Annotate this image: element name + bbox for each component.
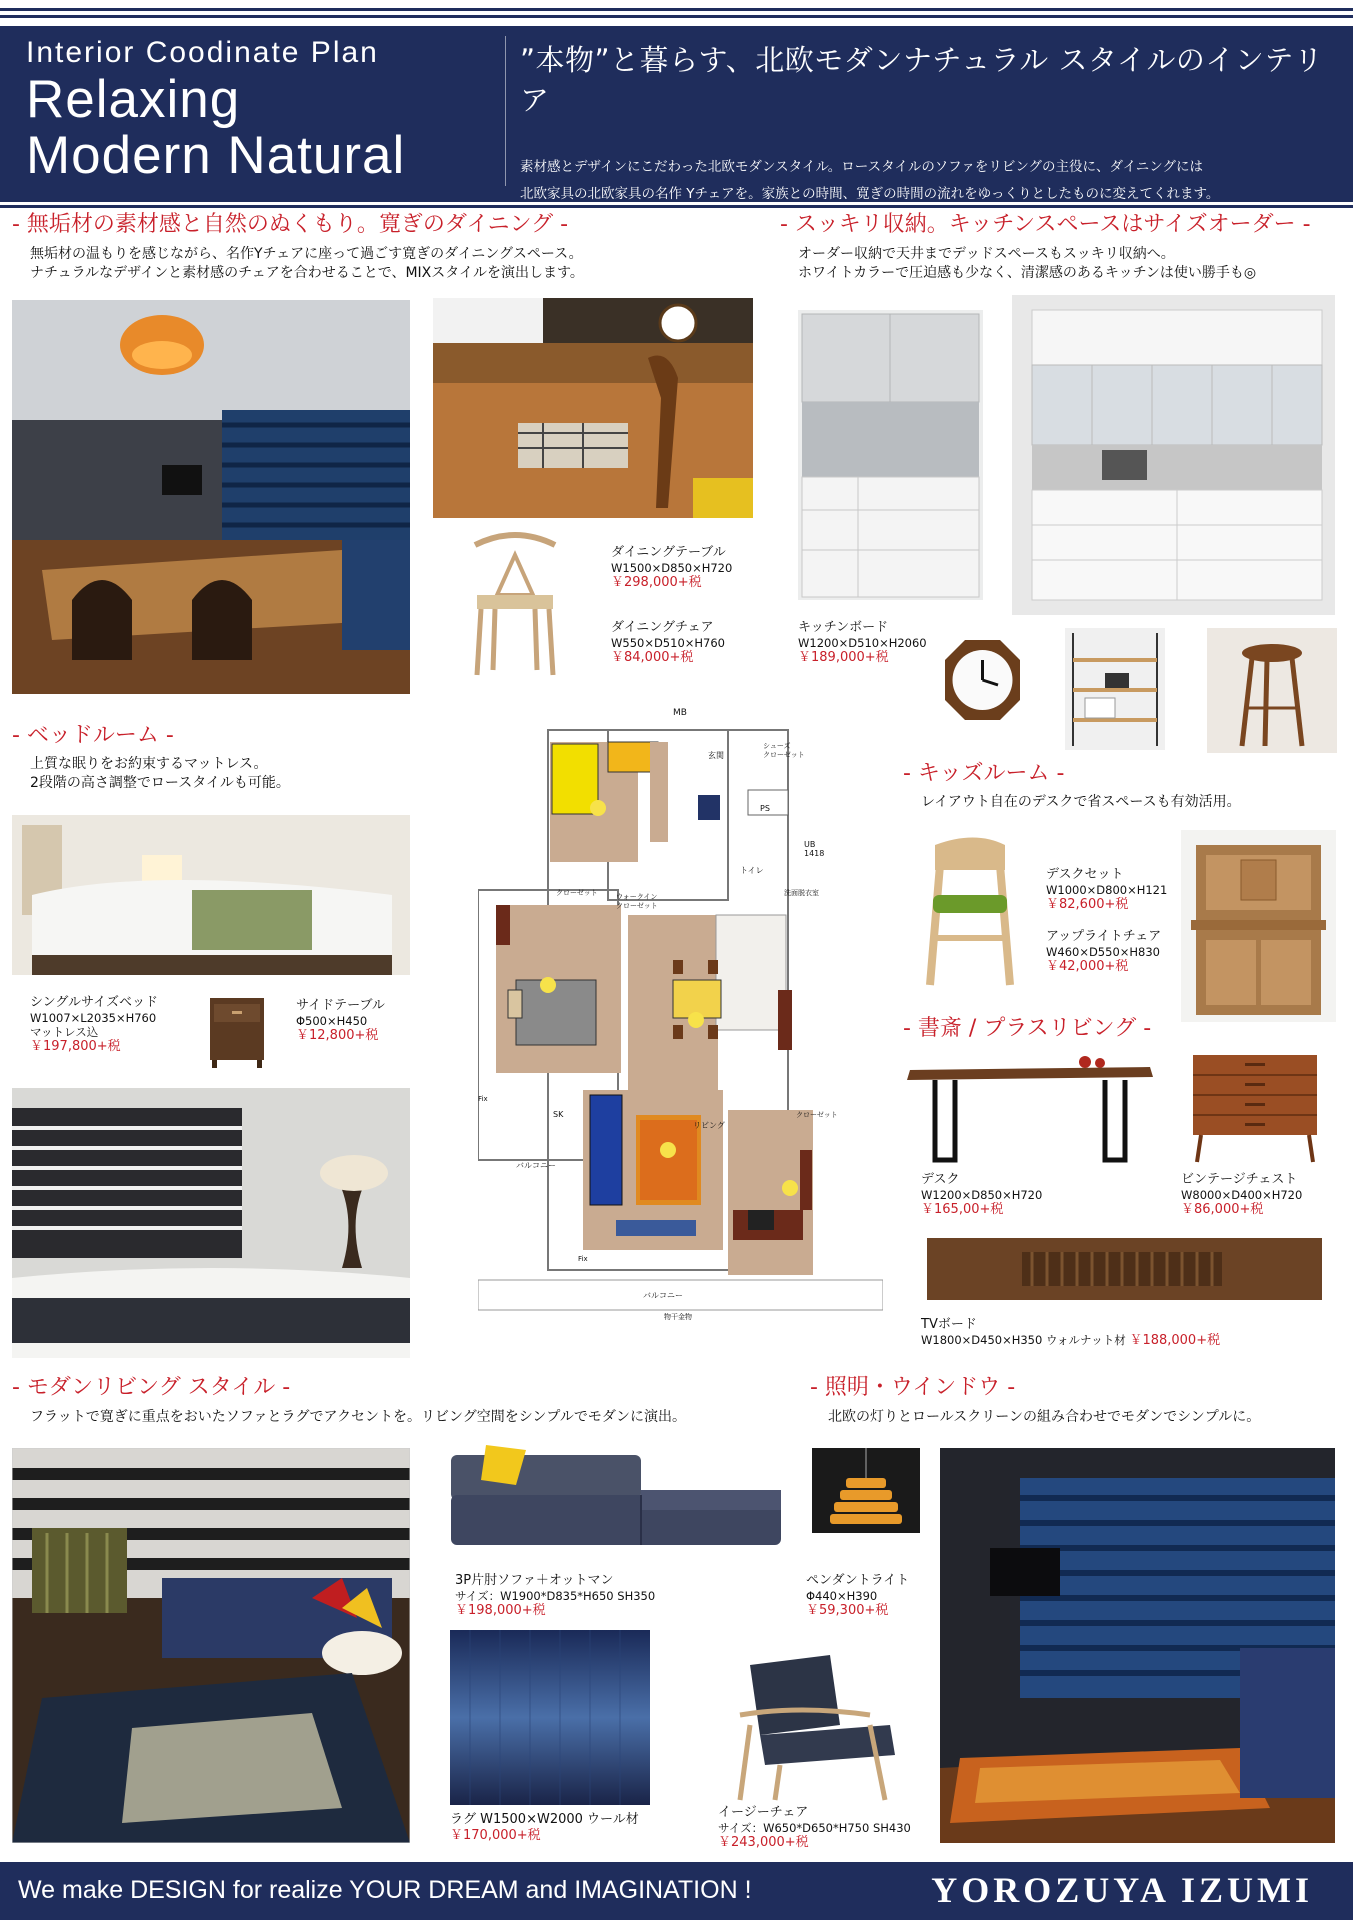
dining-table-price: ￥298,000+税 xyxy=(611,575,702,590)
kids-desk-name: デスクセット xyxy=(1046,867,1124,882)
study-desk-label xyxy=(921,1172,1042,1218)
vintage-chest-label xyxy=(1181,1172,1302,1218)
study-desk-spec: W1200×D850×H720 xyxy=(921,1188,1043,1202)
header-desc-line2: 北欧家具の北欧家具の名作 Yチェアを。家族との時間、寛ぎの時間の流れをゆっくりとしたものに変えてくれます。 xyxy=(520,186,1220,202)
rug-name: ラグ W1500×W2000 ウール材 xyxy=(450,1812,639,1827)
kitchen-board-name: キッチンボード xyxy=(798,620,889,635)
bedroom-photo-2 xyxy=(12,1088,410,1358)
kids-desk-photo xyxy=(1181,830,1336,1022)
fp-fix2: Fix xyxy=(578,1255,588,1263)
bedroom-section-desc: 上質な眠りをお約束するマットレス。 2段階の高さ調整でロースタイルも可能。 xyxy=(30,756,290,791)
fp-ub: UB 1418 xyxy=(804,840,825,858)
vintage-chest-name: ビンテージチェスト xyxy=(1181,1172,1298,1187)
single-bed-price: ￥197,800+税 xyxy=(30,1039,121,1054)
easy-chair-photo xyxy=(720,1655,910,1805)
living-section-desc: フラットで寛ぎに重点をおいたソファとラグでアクセントを。リビング空間をシンプルでモダンに演出。 xyxy=(30,1409,686,1425)
bedroom-photo-1 xyxy=(12,815,410,975)
header-divider xyxy=(505,36,506,186)
side-table-price: ￥12,800+税 xyxy=(296,1028,379,1043)
fp-sk: SK xyxy=(553,1110,564,1119)
kitchen-board-price: ￥189,000+税 xyxy=(798,650,889,665)
kids-section-desc: レイアウト自在のデスクで省スペースも有効活用。 xyxy=(921,794,1241,810)
footer-brand-logo: YOROZUYA IZUMI xyxy=(931,1870,1313,1910)
kitchen-section-desc: オーダー収納で天井までデッドスペースもスッキリ収納へ。 ホワイトカラーで圧迫感も少なく、清潔感のあるキッチンは使い勝手も◎ xyxy=(798,246,1257,281)
wall-shelf-photo xyxy=(1065,628,1165,750)
easy-chair-price: ￥243,000+税 xyxy=(718,1835,809,1850)
dining-table-label xyxy=(611,545,732,591)
study-desk-photo xyxy=(905,1055,1155,1170)
upright-chair-photo xyxy=(905,825,1035,995)
window-living-photo xyxy=(940,1448,1335,1843)
header-title-line1: Relaxing xyxy=(26,70,241,129)
header-top-rule-2 xyxy=(0,15,1353,18)
upright-chair-spec: W460×D550×H830 xyxy=(1046,945,1160,959)
header-catchphrase: ”本物”と暮らす、北欧モダンナチュラル スタイルのインテリア xyxy=(520,43,1324,117)
tv-board-spec: W1800×D450×H350 ウォルナット材 xyxy=(921,1333,1126,1347)
rug-label xyxy=(450,1812,639,1844)
pendant-light-photo xyxy=(812,1448,920,1553)
header-top-rule xyxy=(0,8,1353,11)
upright-chair-price: ￥42,000+税 xyxy=(1046,959,1129,974)
vintage-chest-photo xyxy=(1185,1050,1325,1165)
footer-tagline: We make DESIGN for realize YOUR DREAM and IMAGINATION ! xyxy=(18,1876,752,1904)
dining-chair-name: ダイニングチェア xyxy=(611,620,714,635)
dining-chair-closeup-photo xyxy=(433,298,753,518)
easy-chair-label xyxy=(718,1805,911,1851)
bedroom-section-title: - ベッドルーム - xyxy=(12,723,174,748)
fp-fix1: Fix xyxy=(478,1095,488,1103)
dining-table-spec: W1500×D850×H720 xyxy=(611,561,733,575)
kitchen-section-title: - スッキリ収納。キッチンスペースはサイズオーダー - xyxy=(780,212,1311,237)
living-section-title: - モダンリビング スタイル - xyxy=(12,1375,291,1400)
side-table-name: サイドテーブル xyxy=(296,998,385,1013)
dining-table-name: ダイニングテーブル xyxy=(611,545,726,560)
fp-mb: MB xyxy=(673,708,687,718)
tv-board-price: ￥188,000+税 xyxy=(1129,1333,1221,1348)
tv-board-name: TVボード xyxy=(921,1317,977,1332)
study-desk-price: ￥165,00+税 xyxy=(921,1202,1004,1217)
header-bottom-rule xyxy=(0,205,1353,208)
sofa-label xyxy=(455,1573,655,1619)
dining-chair-price: ￥84,000+税 xyxy=(611,650,694,665)
kitchen-board-label xyxy=(798,620,927,666)
kitchen-storage-photo xyxy=(1012,295,1335,615)
pendant-light-price: ￥59,300+税 xyxy=(806,1603,889,1618)
kitchen-board-spec: W1200×D510×H2060 xyxy=(798,636,927,650)
lighting-section-title: - 照明・ウインドウ - xyxy=(810,1375,1016,1400)
upright-chair-label xyxy=(1046,929,1161,975)
y-chair-photo xyxy=(455,525,575,685)
fp-washroom: 洗面脱衣室 xyxy=(784,889,819,897)
bar-stool-photo xyxy=(1207,628,1337,753)
kitchen-cabinet-photo xyxy=(798,310,983,600)
single-bed-spec2: マットレス込 xyxy=(30,1025,99,1039)
single-bed-spec1: W1007×L2035×H760 xyxy=(30,1011,157,1025)
kids-desk-price: ￥82,600+税 xyxy=(1046,897,1129,912)
dining-section-desc: 無垢材の温もりを感じながら、名作Yチェアに座って過ごす寛ぎのダイニングスペース。 ナチュラルなデザインと素材感のチェアを合わせることで、MIXスタイルを演出します。 xyxy=(30,246,584,281)
dining-chair-label xyxy=(611,620,725,666)
fp-walkin: ウォークイン クローゼット xyxy=(616,893,658,910)
easy-chair-name: イージーチェア xyxy=(718,1805,809,1820)
single-bed-name: シングルサイズベッド xyxy=(30,995,158,1010)
fp-storage: 物干金物 xyxy=(664,1313,692,1321)
fp-balcony1: バルコニー xyxy=(516,1161,556,1170)
fp-closet2: クローゼット xyxy=(796,1111,838,1119)
fp-ps: PS xyxy=(760,804,770,813)
header-banner xyxy=(0,26,1353,202)
lighting-section-desc: 北欧の灯りとロールスクリーンの組み合わせでモダンでシンプルに。 xyxy=(828,1409,1261,1425)
kids-desk-label xyxy=(1046,867,1167,913)
sofa-photo xyxy=(446,1445,786,1555)
sofa-price: ￥198,000+税 xyxy=(455,1603,546,1618)
fp-closet1: クローゼット xyxy=(556,889,598,897)
header-description xyxy=(520,154,1340,208)
wall-clock-photo xyxy=(940,630,1025,730)
sofa-name: 3P片肘ソファ＋オットマン xyxy=(455,1573,614,1588)
pendant-light-label xyxy=(806,1573,909,1619)
tv-board-photo xyxy=(922,1230,1327,1310)
living-room-photo xyxy=(12,1448,410,1843)
header-desc-line1: 素材感とデザインにこだわった北欧モダンスタイル。ロースタイルのソファをリビングの主役に、ダイニングには xyxy=(520,159,1203,175)
dining-room-photo xyxy=(12,300,410,694)
fp-living: リビング xyxy=(693,1121,725,1130)
easy-chair-spec: サイズ：W650*D650*H750 SH430 xyxy=(718,1821,911,1835)
study-desk-name: デスク xyxy=(921,1172,960,1187)
fp-toilet: トイレ xyxy=(740,866,764,875)
fp-balcony2: バルコニー xyxy=(643,1291,683,1300)
dining-section-title: - 無垢材の素材感と自然のぬくもり。寛ぎのダイニング - xyxy=(12,212,569,237)
fp-shoes: シューズ クローゼット xyxy=(763,742,805,759)
header-subtitle: Interior Coodinate Plan xyxy=(26,36,379,69)
rug-price: ￥170,000+税 xyxy=(450,1828,541,1843)
kids-desk-spec: W1000×D800×H121 xyxy=(1046,883,1168,897)
pendant-light-spec: Φ440×H390 xyxy=(806,1589,878,1603)
header-intro xyxy=(520,40,1340,208)
floor-plan xyxy=(478,690,883,1335)
side-table-label xyxy=(296,998,385,1044)
pendant-light-name: ペンダントライト xyxy=(806,1573,910,1588)
rug-photo xyxy=(450,1630,650,1805)
tv-board-label xyxy=(921,1317,1220,1349)
tv-board-spec-line xyxy=(921,1333,1220,1349)
vintage-chest-price: ￥86,000+税 xyxy=(1181,1202,1264,1217)
header-title-block xyxy=(26,34,496,184)
vintage-chest-spec: W8000×D400×H720 xyxy=(1181,1188,1303,1202)
side-table-spec: Φ500×H450 xyxy=(296,1014,368,1028)
upright-chair-name: アップライトチェア xyxy=(1046,929,1162,944)
sofa-spec: サイズ：W1900*D835*H650 SH350 xyxy=(455,1589,656,1603)
side-table-photo xyxy=(204,990,270,1070)
study-section-title: - 書斎 / プラスリビング - xyxy=(903,1016,1152,1041)
single-bed-label xyxy=(30,995,158,1055)
fp-genkan: 玄関 xyxy=(708,751,724,760)
header-title-line2: Modern Natural xyxy=(26,126,406,185)
footer-banner xyxy=(0,1862,1353,1920)
kids-section-title: - キッズルーム - xyxy=(903,761,1065,786)
dining-chair-spec: W550×D510×H760 xyxy=(611,636,725,650)
